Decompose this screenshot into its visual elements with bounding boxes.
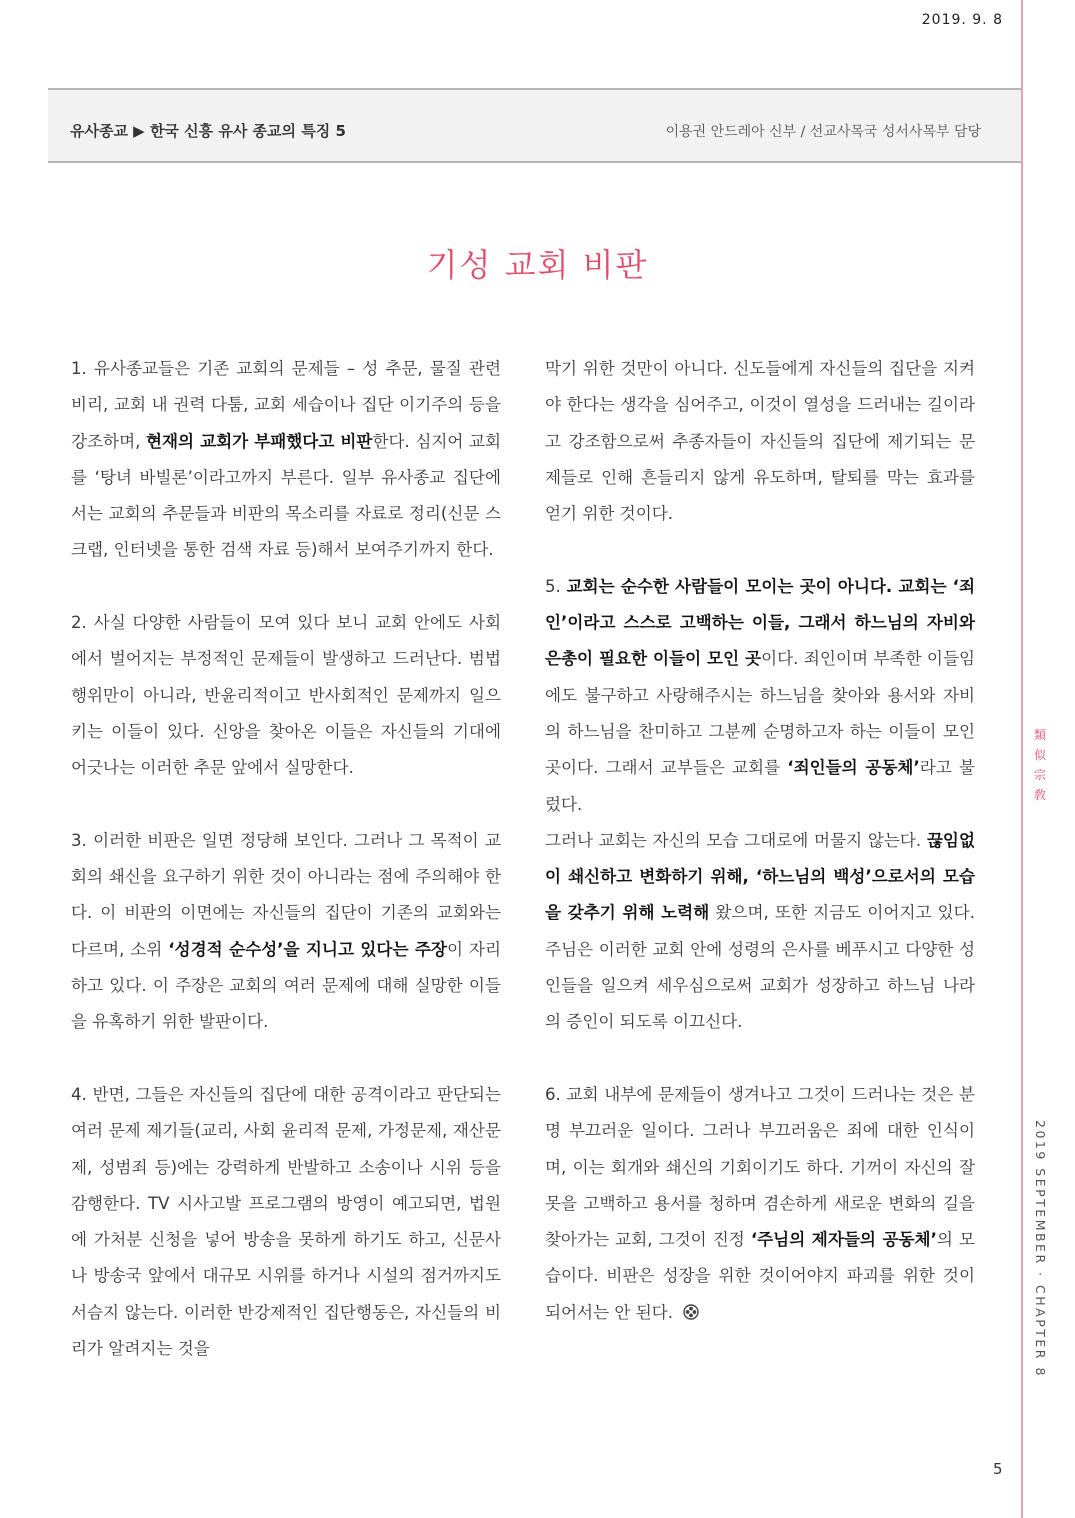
paragraph-4-continued: 막기 위한 것만이 아니다. 신도들에게 자신들의 집단을 지켜야 한다는 생각을 심어주고, 이것이 열성을 드러내는 길이라고 강조함으로써 추종자들이 자신들의 집단에 제기되는 문제들로 인해 흔들리지 않게 유도하며, 탈퇴를 막는 효과를 얻기 위한 것이다. [545, 359, 975, 524]
flower-end-icon [683, 1304, 699, 1320]
side-issue-label: 2019 SEPTEMBER · CHAPTER 8 [1033, 1120, 1048, 1378]
margin-rule [1021, 0, 1023, 1518]
header-bar [48, 88, 1021, 163]
issue-date: 2019. 9. 8 [921, 12, 1003, 28]
side-keyword: 類 似 宗 敎 [1033, 728, 1046, 802]
left-column [71, 351, 501, 1367]
series-title: 유사종교 ▶ 한국 신흥 유사 종교의 특징 5 [70, 122, 346, 140]
emphasis: 교회는 순수한 사람들이 모이는 곳이 아니다. 교회는 ‘죄인’이라고 스스로 고백하는 이들, 그래서 하느님의 자비와 은총이 필요한 이들이 모인 곳 [545, 576, 976, 669]
emphasis: ‘죄인들의 공동체’ [787, 758, 920, 778]
paragraph-1: 1. 유사종교들은 기존 교회의 문제들 – 성 추문, 물질 관련 비리, 교회 내 권력 다툼, 교회 세습이나 집단 이기주의 등을 강조하며, 현재의 교회가 부패했다고 비판한다. 심지어 교회를 ‘탕녀 바빌론’이라고까지 부른다. 일부 유사종교 집단에서는 교회의 추문들과 비판의 목소리를 자료로 정리(신문 스크랩, 인터넷을 통한 검색 자료 등)해서 보여주기까지 한다. [71, 359, 502, 560]
author-line: 이용권 안드레아 신부 / 선교사목국 성서사목부 담당 [665, 124, 981, 140]
emphasis: ‘성경적 순수성’을 지니고 있다는 주장 [168, 939, 447, 959]
paragraph-5b: 그러나 교회는 자신의 모습 그대로에 머물지 않는다. 끊임없이 쇄신하고 변화하기 위해, ‘하느님의 백성’으로서의 모습을 갖추기 위해 노력해 왔으며, 또한 지금도 이어지고 있다. 주님은 이러한 교회 안에 성령의 은사를 베푸시고 다양한 성인들을 일으켜 세우심으로써 교회가 성장하고 하느님 나라의 증인이 되도록 이끄신다. [545, 830, 975, 1032]
paragraph-2: 2. 사실 다양한 사람들이 모여 있다 보니 교회 안에도 사회에서 벌어지는 부정적인 문제들이 발생하고 드러난다. 범법 행위만이 아니라, 반윤리적이고 반사회적인 문제까지 일으키는 이들이 있다. 신앙을 찾아온 이들은 자신들의 기대에 어긋나는 이러한 추문 앞에서 실망한다. [71, 613, 501, 778]
right-column [545, 351, 975, 1331]
paragraph-6: 6. 교회 내부에 문제들이 생겨나고 그것이 드러나는 것은 분명 부끄러운 일이다. 그러나 부끄러움은 죄에 대한 인식이며, 이는 회개와 쇄신의 기회이기도 하다. 기꺼이 자신의 잘못을 고백하고 용서를 청하며 겸손하게 새로운 변화의 길을 찾아가는 교회, 그것이 진정 ‘주님의 제자들의 공동체’의 모습이다. 비판은 성장을 위한 것이어야지 파괴를 위한 것이 되어서는 안 된다. [545, 1084, 975, 1322]
emphasis: ‘주님의 제자들의 공동체’ [750, 1230, 937, 1250]
page-title: 기성 교회 비판 [426, 246, 649, 284]
emphasis: 끊임없이 쇄신하고 변화하기 위해, ‘하느님의 백성’으로서의 모습을 갖추기 위해 노력해 [545, 830, 975, 923]
paragraph-3: 3. 이러한 비판은 일면 정당해 보인다. 그러나 그 목적이 교회의 쇄신을 요구하기 위한 것이 아니라는 점에 주의해야 한다. 이 비판의 이면에는 자신들의 집단이 기존의 교회와는 다르며, 소위 ‘성경적 순수성’을 지니고 있다는 주장이 자리하고 있다. 이 주장은 교회의 여러 문제에 대해 실망한 이들을 유혹하기 위한 발판이다. [71, 830, 501, 1032]
paragraph-4: 4. 반면, 그들은 자신들의 집단에 대한 공격이라고 판단되는 여러 문제 제기들(교리, 사회 윤리적 문제, 가정문제, 재산문제, 성범죄 등)에는 강력하게 반발하고 소송이나 시위 등을 감행한다. TV 시사고발 프로그램의 방영이 예고되면, 법원에 가처분 신청을 넣어 방송을 못하게 하기도 하고, 신문사나 방송국 앞에서 대규모 시위를 하거나 시설의 점거까지도 서슴지 않는다. 이러한 반강제적인 집단행동은, 자신들의 비리가 알려지는 것을 [71, 1084, 501, 1359]
page-number: 5 [993, 1460, 1003, 1478]
paragraph-5: 5. 교회는 순수한 사람들이 모이는 곳이 아니다. 교회는 ‘죄인’이라고 스스로 고백하는 이들, 그래서 하느님의 자비와 은총이 필요한 이들이 모인 곳이다. 죄인이며 부족한 이들임에도 불구하고 사랑해주시는 하느님을 찾아와 용서와 자비의 하느님을 찬미하고 그분께 순명하고자 하는 이들이 모인 곳이다. 그래서 교부들은 교회를 ‘죄인들의 공동체’라고 불렀다. [545, 576, 976, 814]
emphasis: 현재의 교회가 부패했다고 비판 [145, 431, 373, 451]
